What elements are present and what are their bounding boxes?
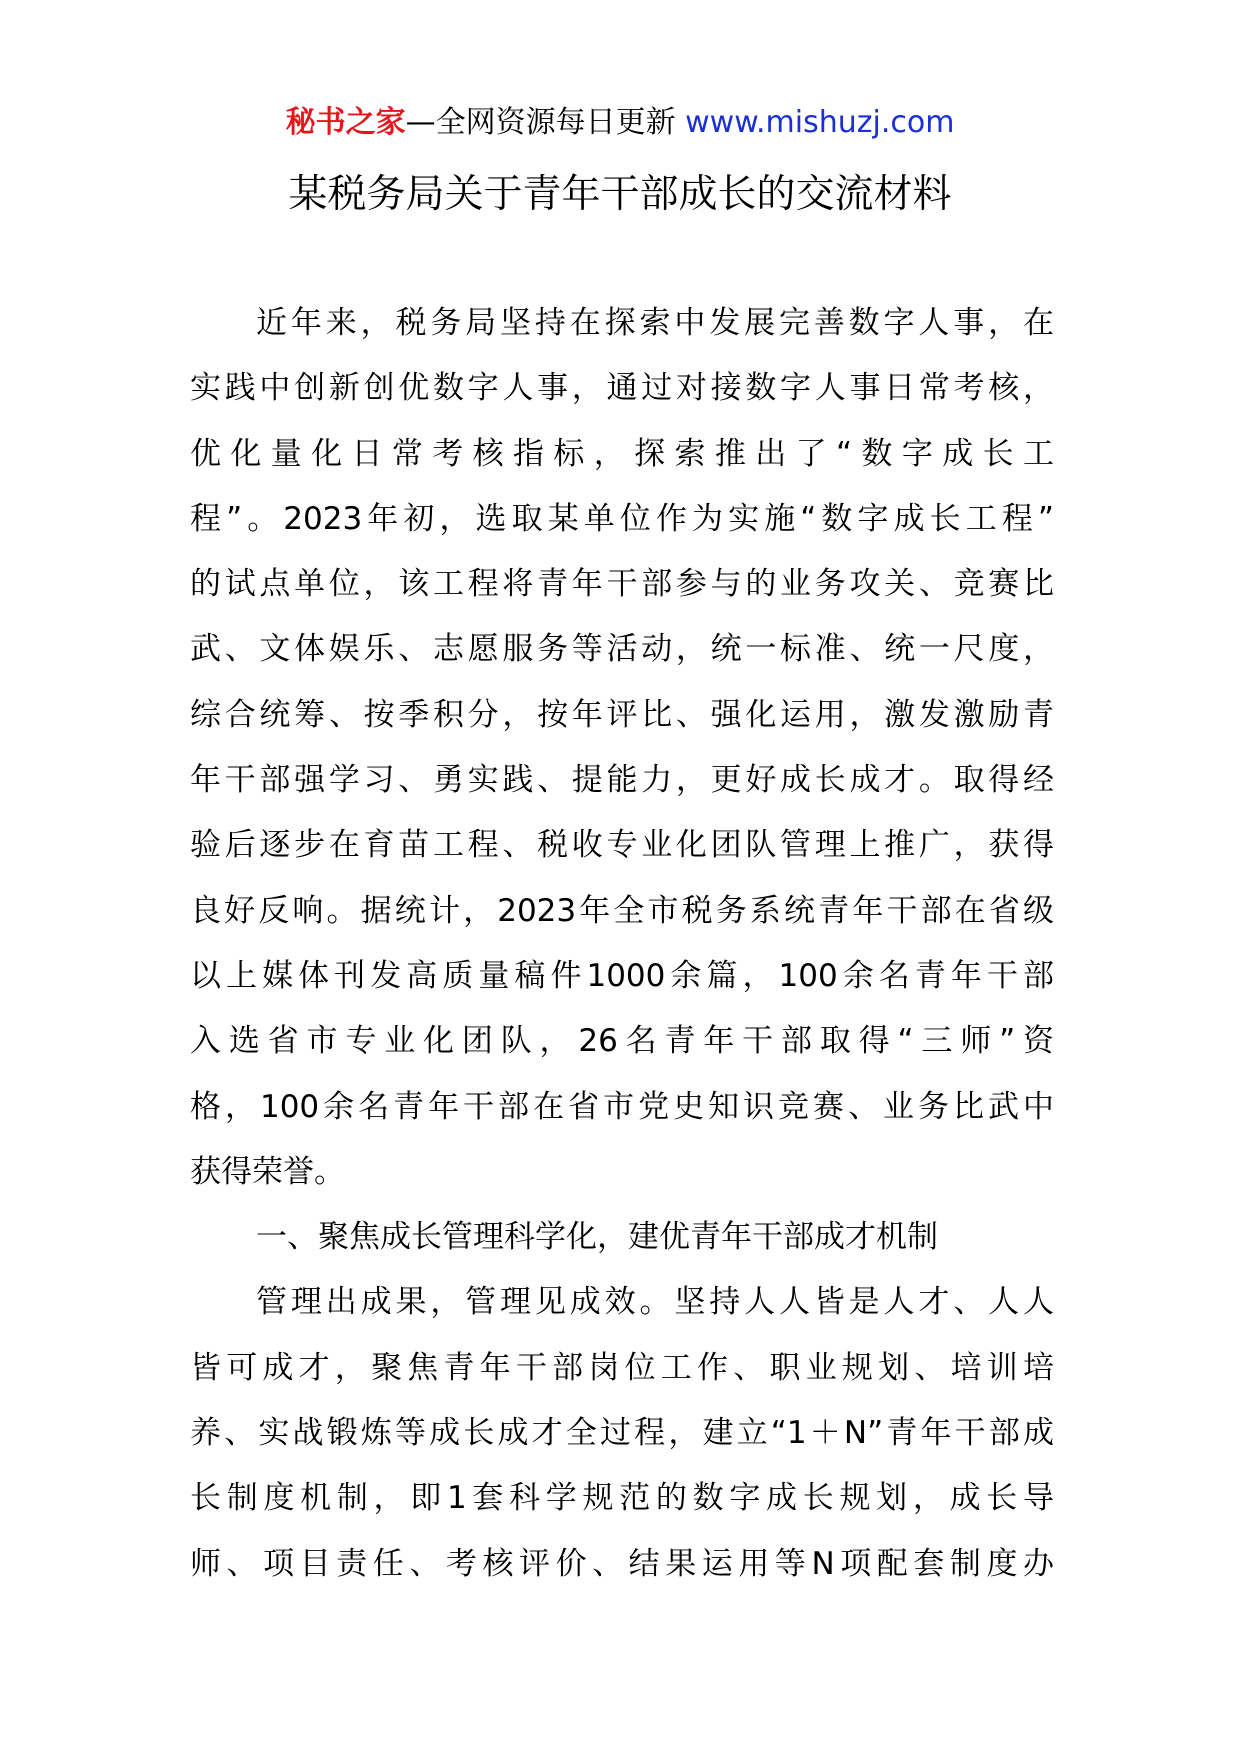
text-line: 程”。2023年初，选取某单位作为实施“数字成长工程” [190,500,1054,537]
site-url-link[interactable]: www.mishuzj.com [685,105,955,140]
text-line: 实践中创新创优数字人事，通过对接数字人事日常考核， [190,370,1054,407]
text-line: 年干部强学习、勇实践、提能力，更好成长成才。取得经 [190,762,1054,799]
text-line: 长制度机制，即1套科学规范的数字成长规划，成长导 [190,1480,1054,1517]
text-line: 的试点单位，该工程将青年干部参与的业务攻关、竞赛比 [190,566,1054,603]
text-line: 入选省市专业化团队，26名青年干部取得“三师”资 [190,1023,1054,1060]
section-heading: 一、聚焦成长管理科学化，建优青年干部成才机制 [256,1219,938,1256]
site-header [0,100,1240,146]
text-line: 武、文体娱乐、志愿服务等活动，统一标准、统一尺度， [190,631,1054,668]
document-body [190,291,1054,1597]
text-line: 综合统筹、按季积分，按年评比、强化运用，激发激励青 [190,696,1054,733]
text-line: 近年来，税务局坚持在探索中发展完善数字人事，在 [256,305,1054,341]
brand-name: 秘书之家 [285,105,406,140]
document-title: 某税务局关于青年干部成长的交流材料 [288,172,952,217]
text-line: 验后逐步在育苗工程、税收专业化团队管理上推广，获得 [190,827,1054,864]
text-line: 格，100余名青年干部在省市党史知识竞赛、业务比武中 [190,1088,1054,1125]
text-line: 管理出成果，管理见成效。坚持人人皆是人才、人人 [256,1284,1054,1321]
text-line: 获得荣誉。 [190,1153,345,1190]
header-slogan: —全网资源每日更新 [405,105,676,140]
text-line: 养、实战锻炼等成长成才全过程，建立“1＋N”青年干部成 [190,1415,1054,1452]
text-line: 师、项目责任、考核评价、结果运用等N项配套制度办 [190,1545,1054,1582]
text-line: 皆可成才，聚焦青年干部岗位工作、职业规划、培训培 [190,1349,1054,1386]
text-line: 优化量化日常考核指标，探索推出了“数字成长工 [190,435,1054,472]
text-line: 良好反响。据统计，2023年全市税务系统青年干部在省级 [190,892,1054,929]
text-line: 以上媒体刊发高质量稿件1000余篇，100余名青年干部 [190,957,1054,994]
